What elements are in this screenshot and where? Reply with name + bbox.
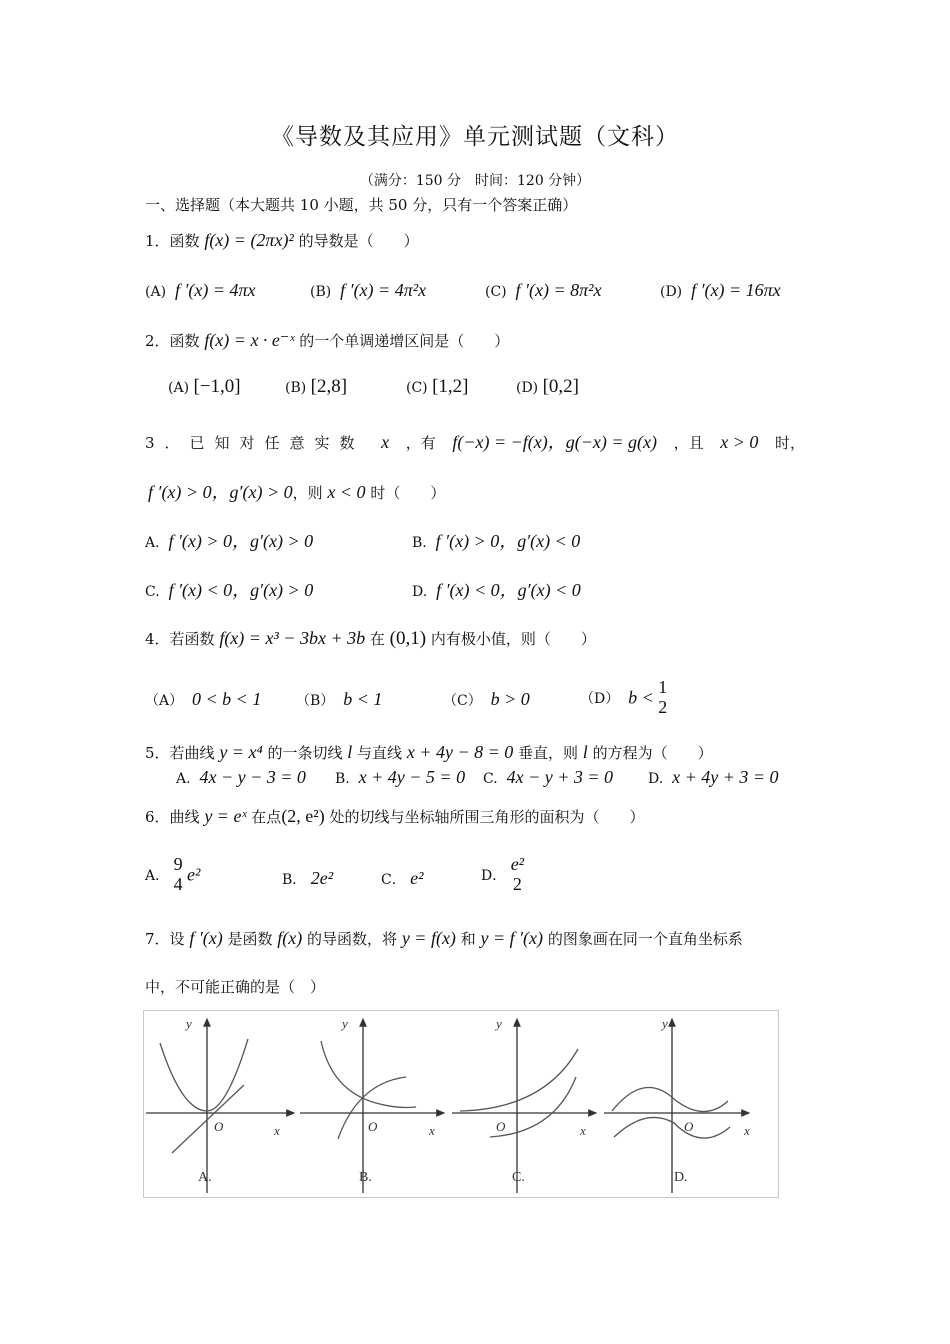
q5-option-c: C. 4x − y + 3 = 0 <box>483 767 613 787</box>
page-title: 《导数及其应用》单元测试题（文科） <box>271 124 679 150</box>
graph-a-x-label: x <box>274 1123 280 1138</box>
q4-option-c: （C） b > 0 <box>443 689 530 709</box>
question-7-line-2: 中，不可能正确的是（ ） <box>145 978 326 996</box>
q3-option-b: B. f ′(x) > 0，g′(x) < 0 <box>412 531 581 551</box>
graph-d <box>604 1016 750 1193</box>
question-4-stem: 4．若函数 f(x) = x³ − 3bx + 3b 在 (0,1) 内有极小值，则（ ） <box>145 628 596 649</box>
q6-option-a: A． 9 4 e² <box>145 854 201 894</box>
graph-b-origin: O <box>368 1119 378 1134</box>
q2-option-b: (B) [2,8] <box>285 376 348 397</box>
score-time-info: （满分：150 分 时间：120 分钟） <box>359 173 591 189</box>
q1-option-d: (D) f ′(x) = 16πx <box>660 280 781 300</box>
q6-option-c: C． e² <box>381 868 424 888</box>
q5-option-d: D. x + 4y + 3 = 0 <box>648 767 779 787</box>
graph-a-label: A. <box>198 1170 212 1185</box>
question-7-line-1: 7．设 f ′(x) 是函数 f(x) 的导函数，将 y = f(x) 和 y = f ′(x) 的图象画在同一个直角坐标系 <box>145 928 743 948</box>
graph-b-x-label: x <box>429 1123 435 1138</box>
graph-d-origin: O <box>684 1119 694 1134</box>
question-1-stem: 1．函数 f(x) = (2πx)² 的导数是（ ） <box>145 230 419 250</box>
q2-option-d: (D) [0,2] <box>516 376 580 397</box>
graph-a-y-label: y <box>186 1016 192 1031</box>
graph-d-label: D. <box>674 1170 688 1185</box>
graph-a <box>146 1016 294 1193</box>
q1-option-b: (B) f ′(x) = 4π²x <box>310 280 427 300</box>
q6-option-d: D． e² 2 <box>481 854 525 894</box>
q2-option-a: (A) [−1,0] <box>168 376 241 397</box>
q1-option-c: (C) f ′(x) = 8π²x <box>485 280 602 300</box>
q5-option-a: A. 4x − y − 3 = 0 <box>176 767 306 787</box>
graph-a-origin: O <box>214 1119 224 1134</box>
q4-option-b: （B） b < 1 <box>296 689 383 709</box>
graph-d-y-label: y <box>662 1016 668 1031</box>
question-6-stem: 6．曲线 y = eˣ 在点(2, e²) 处的切线与坐标轴所围三角形的面积为（ ） <box>145 806 645 826</box>
q3-option-c: C. f ′(x) < 0，g′(x) > 0 <box>145 580 314 600</box>
graph-c-x-label: x <box>580 1123 586 1138</box>
q6-option-b: B． 2e² <box>282 868 334 888</box>
graph-b-y-label: y <box>342 1016 348 1031</box>
graph-figure <box>143 1010 779 1198</box>
question-3-line-2: f ′(x) > 0，g′(x) > 0，则 x < 0 时（ ） <box>148 482 446 502</box>
graph-c <box>452 1016 596 1193</box>
graph-c-y-label: y <box>496 1016 502 1031</box>
q1-option-a: (A) f ′(x) = 4πx <box>145 280 256 300</box>
q4-option-a: （A） 0 < b < 1 <box>145 689 262 709</box>
q3-option-d: D. f ′(x) < 0，g′(x) < 0 <box>412 580 581 600</box>
q3-option-a: A. f ′(x) > 0，g′(x) > 0 <box>145 531 314 551</box>
section-heading: 一、选择题（本大题共 10 小题，共 50 分，只有一个答案正确） <box>145 196 578 214</box>
question-2-stem: 2．函数 f(x) = x · e⁻ˣ 的一个单调递增区间是（ ） <box>145 330 510 350</box>
graph-b <box>300 1016 444 1193</box>
graph-c-label: C. <box>512 1170 525 1185</box>
q5-option-b: B. x + 4y − 5 = 0 <box>335 767 466 787</box>
graph-d-x-label: x <box>744 1123 750 1138</box>
q4-option-d: （D） b < 1 2 <box>580 677 668 717</box>
graph-c-origin: O <box>496 1119 506 1134</box>
question-3-line-1: 3．已知对任意实数 x ，有 f(−x) = −f(x)，g(−x) = g(x) ，且 x > 0 时， <box>145 432 805 452</box>
question-5-stem: 5．若曲线 y = x⁴ 的一条切线 l 与直线 x + 4y − 8 = 0 垂直，则 l 的方程为（ ） <box>145 742 713 762</box>
q2-option-c: (C) [1,2] <box>406 376 469 397</box>
graph-b-label: B. <box>359 1170 372 1185</box>
